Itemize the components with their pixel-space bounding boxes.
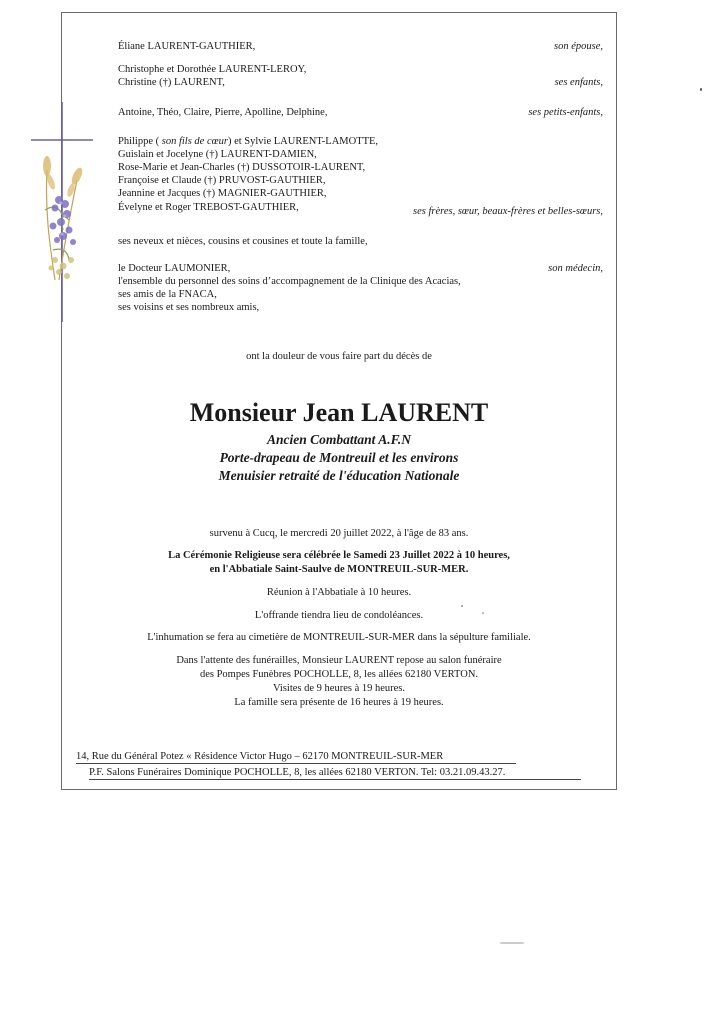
doctor-name: le Docteur LAUMONIER,: [118, 263, 231, 274]
spouse-name: Éliane LAURENT-GAUTHIER,: [118, 41, 256, 52]
sibling-line-5: Jeannine et Jacques (†) MAGNIER-GAUTHIER,: [118, 188, 327, 199]
extended-family: ses neveux et nièces, cousins et cousines et toute la famille,: [118, 236, 368, 247]
sibling-line-2: Guislain et Jocelyne (†) LAURENT-DAMIEN,: [118, 149, 317, 160]
ceremony-line-2: en l'Abbatiale Saint-Saulve de MONTREUIL-SUR-MER.: [209, 564, 469, 575]
offering-info: L'offrande tiendra lieu de condoléances.: [254, 610, 424, 621]
scan-speck: [500, 942, 524, 944]
meeting-info: Réunion à l'Abbatiale à 10 heures.: [266, 587, 412, 598]
doctor-role: son médecin,: [548, 263, 603, 274]
cross-flower-illustration: [25, 100, 95, 325]
other-mourners-3: ses voisins et ses nombreux amis,: [118, 302, 260, 313]
sibling-line-6: Évelyne et Roger TREBOST-GAUTHIER,: [118, 202, 299, 213]
sibling-line-4: Françoise et Claude (†) PRUVOST-GAUTHIER,: [118, 175, 326, 186]
footer-address: 14, Rue du Général Potez « Résidence Victor Hugo – 62170 MONTREUIL-SUR-MER: [76, 751, 444, 762]
ceremony-line-1: La Cérémonie Religieuse sera célébrée le Samedi 23 Juillet 2022 à 10 heures,: [168, 550, 510, 561]
child-name-2: Christine (†) LAURENT,: [118, 77, 225, 88]
grandchildren-role: ses petits-enfants,: [528, 107, 603, 118]
burial-info: L'inhumation se fera au cimetière de MONTREUIL-SUR-MER dans la sépulture familiale.: [147, 632, 531, 643]
announcement: ont la douleur de vous faire part du décès de: [246, 351, 432, 362]
scan-speck: [482, 612, 484, 614]
deceased-title-3: Menuisier retraité de l'éducation Nationale: [218, 468, 460, 483]
footer-divider-2: [89, 779, 581, 780]
scan-speck: [700, 88, 702, 91]
footer-divider-1: [76, 763, 516, 764]
spouse-role: son épouse,: [554, 41, 603, 52]
funeral-home-line-2: des Pompes Funèbres POCHOLLE, 8, les allées 62180 VERTON.: [199, 669, 479, 680]
other-mourners-1: l'ensemble du personnel des soins d’accompagnement de la Clinique des Acacias,: [118, 276, 461, 287]
deceased-title-2: Porte-drapeau de Montreuil et les environs: [219, 450, 459, 465]
funeral-home-line-4: La famille sera présente de 16 heures à 19 heures.: [234, 697, 444, 708]
other-mourners-2: ses amis de la FNACA,: [118, 289, 217, 300]
sibling-line-3: Rose-Marie et Jean-Charles (†) DUSSOTOIR-LAURENT,: [118, 162, 366, 173]
deceased-name: Monsieur Jean LAURENT: [189, 398, 489, 427]
sibling-line-1-italic: son fils de cœur: [159, 136, 228, 147]
siblings-role: ses frères, sœur, beaux-frères et belles-sœurs,: [413, 206, 603, 217]
footer-funeral-director: P.F. Salons Funéraires Dominique POCHOLLE, 8, les allées 62180 VERTON. Tel: 03.21.09.43.27.: [89, 767, 506, 778]
children-role: ses enfants,: [554, 77, 603, 88]
sibling-line-1-pre: Philippe (: [118, 136, 160, 147]
funeral-home-line-1: Dans l'attente des funérailles, Monsieur LAURENT repose au salon funéraire: [176, 655, 502, 666]
grandchildren-names: Antoine, Théo, Claire, Pierre, Apolline, Delphine,: [118, 107, 328, 118]
child-name-1: Christophe et Dorothée LAURENT-LEROY,: [118, 64, 307, 75]
sibling-line-1: [118, 135, 378, 148]
deceased-title-1: Ancien Combattant A.F.N: [266, 432, 412, 447]
scan-speck: [461, 605, 463, 607]
sibling-line-1-post: ) et Sylvie LAURENT-LAMOTTE,: [227, 136, 379, 147]
funeral-home-line-3: Visites de 9 heures à 19 heures.: [272, 683, 406, 694]
death-info: survenu à Cucq, le mercredi 20 juillet 2022, à l'âge de 83 ans.: [209, 528, 469, 539]
